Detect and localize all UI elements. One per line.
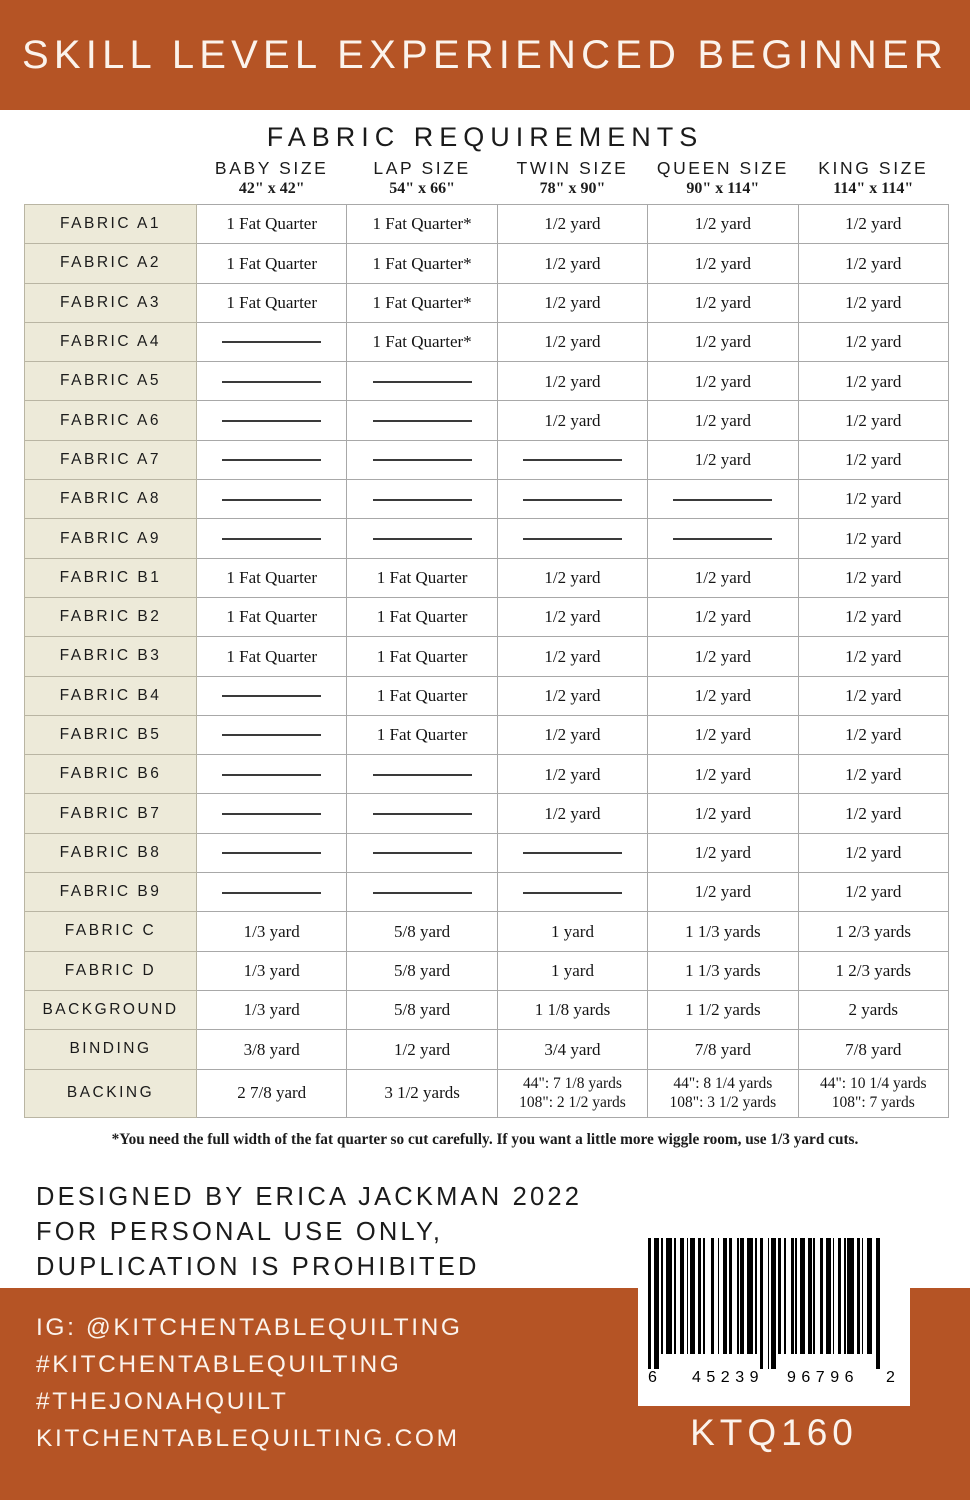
table-cell: 1/2 yard <box>648 401 798 440</box>
table-cell: 1/2 yard <box>798 362 948 401</box>
barcode-bar <box>844 1238 846 1354</box>
row-label: FABRIC A6 <box>25 401 197 440</box>
table-cell <box>347 401 497 440</box>
not-applicable-dash-icon <box>373 420 472 422</box>
table-row <box>25 873 949 912</box>
table-cell: 1/2 yard <box>497 558 647 597</box>
barcode-bar <box>666 1238 672 1354</box>
table-cell: 1/2 yard <box>648 755 798 794</box>
not-applicable-dash-icon <box>222 852 321 854</box>
table-cell: 1/2 yard <box>798 480 948 519</box>
barcode-bar <box>826 1238 831 1354</box>
table-row <box>25 794 949 833</box>
not-applicable-dash-icon <box>373 538 472 540</box>
barcode-bar <box>698 1238 701 1354</box>
column-header-name: TWIN SIZE <box>516 158 629 178</box>
column-header-baby-size <box>197 158 347 205</box>
table-cell <box>497 833 647 872</box>
barcode-bar <box>718 1238 720 1354</box>
fabric-requirements-title: FABRIC REQUIREMENTS <box>266 122 704 152</box>
table-cell: 1/2 yard <box>497 597 647 636</box>
column-header-name: KING SIZE <box>818 158 929 178</box>
cell-line: 108": 7 yards <box>831 1094 915 1112</box>
table-cell: 1/2 yard <box>798 755 948 794</box>
table-cell <box>798 1069 948 1117</box>
table-cell: 1 Fat Quarter <box>347 715 497 754</box>
column-header-queen-size <box>648 158 798 205</box>
not-applicable-dash-icon <box>222 734 321 736</box>
barcode-bars <box>648 1238 900 1369</box>
row-label: BACKING <box>25 1069 197 1117</box>
table-cell: 5/8 yard <box>347 951 497 990</box>
not-applicable-dash-icon <box>222 695 321 697</box>
column-header-name: QUEEN SIZE <box>656 158 789 178</box>
not-applicable-dash-icon <box>523 892 622 894</box>
top-banner <box>0 0 970 110</box>
table-cell: 5/8 yard <box>347 990 497 1029</box>
fat-quarter-footnote: *You need the full width of the fat quarter so cut carefully. If you want a little more wiggle room, use 1/3 yard cuts. <box>111 1131 859 1148</box>
column-header-name: LAP SIZE <box>373 158 471 178</box>
table-cell <box>197 519 347 558</box>
table-cell <box>497 519 647 558</box>
barcode-bar <box>820 1238 823 1354</box>
row-label: FABRIC B6 <box>25 755 197 794</box>
table-cell: 1/2 yard <box>497 244 647 283</box>
table-cell: 1/2 yard <box>798 205 948 244</box>
column-header-dims: 114" x 114" <box>833 180 914 197</box>
table-row <box>25 990 949 1029</box>
column-header-name: BABY SIZE <box>214 158 329 178</box>
table-cell: 1/2 yard <box>497 637 647 676</box>
not-applicable-dash-icon <box>523 538 622 540</box>
table-cell: 1 Fat Quarter* <box>347 283 497 322</box>
table-cell: 5/8 yard <box>347 912 497 951</box>
table-cell: 1/2 yard <box>798 558 948 597</box>
row-label: FABRIC B2 <box>25 597 197 636</box>
table-cell: 1/2 yard <box>798 637 948 676</box>
not-applicable-dash-icon <box>373 381 472 383</box>
table-cell: 1 Fat Quarter* <box>347 322 497 361</box>
table-cell: 1/2 yard <box>648 676 798 715</box>
barcode-bar <box>791 1238 794 1354</box>
table-cell: 1 Fat Quarter <box>347 637 497 676</box>
table-cell <box>197 322 347 361</box>
table-cell: 1/2 yard <box>798 322 948 361</box>
cell-line: 108": 3 1/2 yards <box>669 1094 777 1112</box>
header-corner-blank <box>25 158 197 205</box>
table-cell: 1/2 yard <box>497 401 647 440</box>
designer-credits <box>36 1180 656 1285</box>
table-cell: 3/4 yard <box>497 1030 647 1069</box>
row-label: FABRIC A9 <box>25 519 197 558</box>
table-cell <box>197 715 347 754</box>
not-applicable-dash-icon <box>222 813 321 815</box>
cell-line: 44": 8 1/4 yards <box>673 1074 773 1092</box>
row-label: FABRIC B5 <box>25 715 197 754</box>
table-row <box>25 755 949 794</box>
table-cell: 1/2 yard <box>648 362 798 401</box>
not-applicable-dash-icon <box>222 381 321 383</box>
barcode-bar <box>654 1238 659 1369</box>
not-applicable-dash-icon <box>222 459 321 461</box>
row-label: FABRIC A5 <box>25 362 197 401</box>
barcode-bar <box>857 1238 860 1354</box>
table-cell: 1 Fat Quarter <box>347 597 497 636</box>
table-cell: 3 1/2 yards <box>347 1069 497 1117</box>
website-url[interactable]: KITCHENTABLEQUILTING.COM <box>36 1425 460 1452</box>
table-cell: 1/2 yard <box>648 283 798 322</box>
table-cell: 1 yard <box>497 912 647 951</box>
barcode-trail-digit: 2 <box>886 1369 895 1386</box>
table-header <box>25 158 949 205</box>
row-label: FABRIC B9 <box>25 873 197 912</box>
table-header-row <box>25 158 949 205</box>
table-row <box>25 637 949 676</box>
not-applicable-dash-icon <box>523 852 622 854</box>
table-cell: 1/2 yard <box>798 794 948 833</box>
row-label: FABRIC D <box>25 951 197 990</box>
table-cell <box>347 440 497 479</box>
credit-line-designer: DESIGNED BY ERICA JACKMAN 2022 <box>36 1183 583 1211</box>
row-label: FABRIC A2 <box>25 244 197 283</box>
barcode-bar <box>723 1238 728 1354</box>
table-cell: 1/3 yard <box>197 990 347 1029</box>
row-label: FABRIC A4 <box>25 322 197 361</box>
table-row <box>25 912 949 951</box>
table-cell: 1 1/3 yards <box>648 951 798 990</box>
barcode-bar <box>876 1238 879 1369</box>
barcode-bar <box>680 1238 683 1354</box>
table-cell: 1 Fat Quarter <box>347 676 497 715</box>
table-cell: 1/2 yard <box>798 440 948 479</box>
credit-line-personal-use: FOR PERSONAL USE ONLY, <box>36 1218 444 1246</box>
fabric-requirements-table <box>24 158 949 1118</box>
barcode-digits <box>648 1369 900 1391</box>
not-applicable-dash-icon <box>673 499 772 501</box>
table-row <box>25 322 949 361</box>
table-cell: 1/2 yard <box>798 715 948 754</box>
product-code: KTQ160 <box>690 1412 858 1453</box>
table-cell <box>197 833 347 872</box>
barcode-bar <box>690 1238 695 1354</box>
barcode-bar <box>740 1238 743 1354</box>
table-cell <box>497 873 647 912</box>
table-cell: 1 Fat Quarter* <box>347 205 497 244</box>
barcode-bar <box>784 1238 786 1354</box>
barcode-bar <box>687 1238 689 1354</box>
not-applicable-dash-icon <box>523 499 622 501</box>
barcode-bar <box>703 1238 705 1354</box>
barcode-left-group: 45239 <box>692 1369 764 1386</box>
not-applicable-dash-icon <box>222 499 321 501</box>
cell-line: 44": 10 1/4 yards <box>819 1074 927 1092</box>
table-cell: 1 1/8 yards <box>497 990 647 1029</box>
table-cell: 1/2 yard <box>497 205 647 244</box>
table-cell <box>197 794 347 833</box>
table-cell: 1/2 yard <box>648 558 798 597</box>
table-cell <box>197 440 347 479</box>
barcode-bar <box>729 1238 732 1354</box>
table-cell: 1 2/3 yards <box>798 951 948 990</box>
row-label: FABRIC A8 <box>25 480 197 519</box>
table-row <box>25 362 949 401</box>
skill-level-title: SKILL LEVEL EXPERIENCED BEGINNER <box>22 32 948 77</box>
barcode-bar <box>648 1238 651 1369</box>
row-label: FABRIC B7 <box>25 794 197 833</box>
social-links <box>36 1309 636 1457</box>
table-cell: 1/2 yard <box>497 755 647 794</box>
table-cell: 1 Fat Quarter* <box>347 244 497 283</box>
table-cell <box>197 401 347 440</box>
table-cell: 1/2 yard <box>798 283 948 322</box>
table-cell: 1/2 yard <box>648 205 798 244</box>
barcode-bar <box>795 1238 797 1354</box>
table-cell: 1 Fat Quarter <box>197 637 347 676</box>
column-header-dims: 78" x 90" <box>539 180 606 197</box>
table-cell <box>197 362 347 401</box>
table-cell: 1/2 yard <box>648 440 798 479</box>
instagram-handle[interactable]: IG: @KITCHENTABLEQUILTING <box>36 1314 463 1341</box>
table-cell: 1 1/2 yards <box>648 990 798 1029</box>
table-row <box>25 244 949 283</box>
table-row <box>25 283 949 322</box>
not-applicable-dash-icon <box>222 774 321 776</box>
table-body <box>25 205 949 1118</box>
table-cell: 1/2 yard <box>798 597 948 636</box>
table-cell: 2 7/8 yard <box>197 1069 347 1117</box>
table-cell: 1 yard <box>497 951 647 990</box>
table-cell: 1/2 yard <box>798 401 948 440</box>
table-cell: 2 yards <box>798 990 948 1029</box>
table-cell <box>197 873 347 912</box>
not-applicable-dash-icon <box>373 892 472 894</box>
barcode-right-group: 96796 <box>787 1369 859 1386</box>
table-cell: 1 2/3 yards <box>798 912 948 951</box>
table-cell: 1 Fat Quarter <box>347 558 497 597</box>
not-applicable-dash-icon <box>222 538 321 540</box>
table-cell: 1 1/3 yards <box>648 912 798 951</box>
barcode-bar <box>711 1238 714 1354</box>
barcode-bar <box>747 1238 753 1354</box>
table-row <box>25 440 949 479</box>
table-cell: 1/2 yard <box>648 597 798 636</box>
table-cell <box>648 480 798 519</box>
column-header-dims: 54" x 66" <box>389 180 455 197</box>
table-cell: 1/2 yard <box>798 833 948 872</box>
table-cell: 1/2 yard <box>798 873 948 912</box>
table-cell <box>197 676 347 715</box>
row-label: BINDING <box>25 1030 197 1069</box>
table-cell: 1/2 yard <box>798 519 948 558</box>
not-applicable-dash-icon <box>222 892 321 894</box>
not-applicable-dash-icon <box>373 459 472 461</box>
row-label: FABRIC A3 <box>25 283 197 322</box>
fabric-requirements-table-wrapper <box>24 158 948 1118</box>
table-row <box>25 833 949 872</box>
table-cell: 1/3 yard <box>197 951 347 990</box>
barcode-bar <box>737 1238 739 1354</box>
not-applicable-dash-icon <box>523 459 622 461</box>
table-cell: 1/2 yard <box>497 715 647 754</box>
not-applicable-dash-icon <box>373 499 472 501</box>
barcode-bar <box>768 1238 770 1369</box>
table-cell <box>347 362 497 401</box>
table-cell <box>648 1069 798 1117</box>
table-cell <box>347 755 497 794</box>
barcode-bar <box>674 1238 676 1354</box>
barcode-bar <box>838 1238 841 1354</box>
not-applicable-dash-icon <box>373 852 472 854</box>
row-label: FABRIC B4 <box>25 676 197 715</box>
table-cell <box>347 873 497 912</box>
column-header-twin-size <box>497 158 647 205</box>
table-cell: 7/8 yard <box>648 1030 798 1069</box>
table-cell: 1 Fat Quarter <box>197 205 347 244</box>
table-cell: 1/2 yard <box>497 322 647 361</box>
barcode-bar <box>847 1238 853 1354</box>
table-cell: 1 Fat Quarter <box>197 283 347 322</box>
table-cell <box>497 480 647 519</box>
cell-line: 108": 2 1/2 yards <box>519 1094 626 1112</box>
column-header-king-size <box>798 158 948 205</box>
row-label: FABRIC B3 <box>25 637 197 676</box>
table-cell: 7/8 yard <box>798 1030 948 1069</box>
table-cell <box>347 519 497 558</box>
barcode <box>638 1232 910 1406</box>
table-cell <box>197 755 347 794</box>
table-row <box>25 1030 949 1069</box>
barcode-bar <box>778 1238 781 1354</box>
barcode-bar <box>661 1238 663 1354</box>
table-cell: 1 Fat Quarter <box>197 558 347 597</box>
table-cell: 1/2 yard <box>798 676 948 715</box>
not-applicable-dash-icon <box>373 774 472 776</box>
table-cell <box>347 833 497 872</box>
row-label: FABRIC B8 <box>25 833 197 872</box>
table-row <box>25 558 949 597</box>
barcode-bar <box>760 1238 763 1369</box>
row-label: FABRIC A7 <box>25 440 197 479</box>
table-cell: 1 Fat Quarter <box>197 597 347 636</box>
table-cell: 1/3 yard <box>197 912 347 951</box>
column-header-dims: 90" x 114" <box>686 180 760 197</box>
table-cell: 1/2 yard <box>648 833 798 872</box>
table-cell <box>347 794 497 833</box>
table-row <box>25 951 949 990</box>
not-applicable-dash-icon <box>222 420 321 422</box>
table-row <box>25 715 949 754</box>
table-cell: 1/2 yard <box>648 244 798 283</box>
hashtag-thejonahquilt[interactable]: #THEJONAHQUILT <box>36 1388 289 1415</box>
table-row <box>25 519 949 558</box>
row-label: FABRIC A1 <box>25 205 197 244</box>
not-applicable-dash-icon <box>373 813 472 815</box>
row-label: FABRIC B1 <box>25 558 197 597</box>
table-cell: 1/2 yard <box>497 283 647 322</box>
column-header-lap-size <box>347 158 497 205</box>
barcode-bar <box>771 1238 776 1369</box>
table-cell: 1/2 yard <box>648 637 798 676</box>
table-row <box>25 205 949 244</box>
table-cell <box>497 440 647 479</box>
table-cell: 1/2 yard <box>347 1030 497 1069</box>
column-header-dims: 42" x 42" <box>238 180 305 197</box>
not-applicable-dash-icon <box>673 538 772 540</box>
barcode-bar <box>813 1238 815 1354</box>
table-row <box>25 676 949 715</box>
row-label: BACKGROUND <box>25 990 197 1029</box>
table-row <box>25 1069 949 1117</box>
barcode-lead-digit: 6 <box>648 1369 657 1386</box>
barcode-bar <box>808 1238 811 1354</box>
credit-line-duplication: DUPLICATION IS PROHIBITED <box>36 1253 480 1281</box>
table-cell: 1 Fat Quarter <box>197 244 347 283</box>
table-cell <box>648 519 798 558</box>
table-row <box>25 401 949 440</box>
table-cell: 3/8 yard <box>197 1030 347 1069</box>
table-cell: 1/2 yard <box>648 322 798 361</box>
table-row <box>25 597 949 636</box>
table-cell: 1/2 yard <box>648 794 798 833</box>
barcode-bar <box>755 1238 757 1354</box>
cell-line: 44": 7 1/8 yards <box>523 1074 622 1092</box>
table-cell: 1/2 yard <box>798 244 948 283</box>
table-cell: 1/2 yard <box>497 362 647 401</box>
barcode-bar <box>833 1238 835 1354</box>
table-cell: 1/2 yard <box>497 794 647 833</box>
barcode-bar <box>867 1238 872 1354</box>
hashtag-kitchentablequilting[interactable]: #KITCHENTABLEQUILTING <box>36 1351 402 1378</box>
table-cell <box>497 1069 647 1117</box>
table-cell <box>197 480 347 519</box>
table-cell: 1/2 yard <box>497 676 647 715</box>
table-row <box>25 480 949 519</box>
table-cell: 1/2 yard <box>648 715 798 754</box>
not-applicable-dash-icon <box>222 341 321 343</box>
row-label: FABRIC C <box>25 912 197 951</box>
table-cell: 1/2 yard <box>648 873 798 912</box>
barcode-bar <box>862 1238 864 1354</box>
table-cell <box>347 480 497 519</box>
barcode-bar <box>800 1238 805 1354</box>
